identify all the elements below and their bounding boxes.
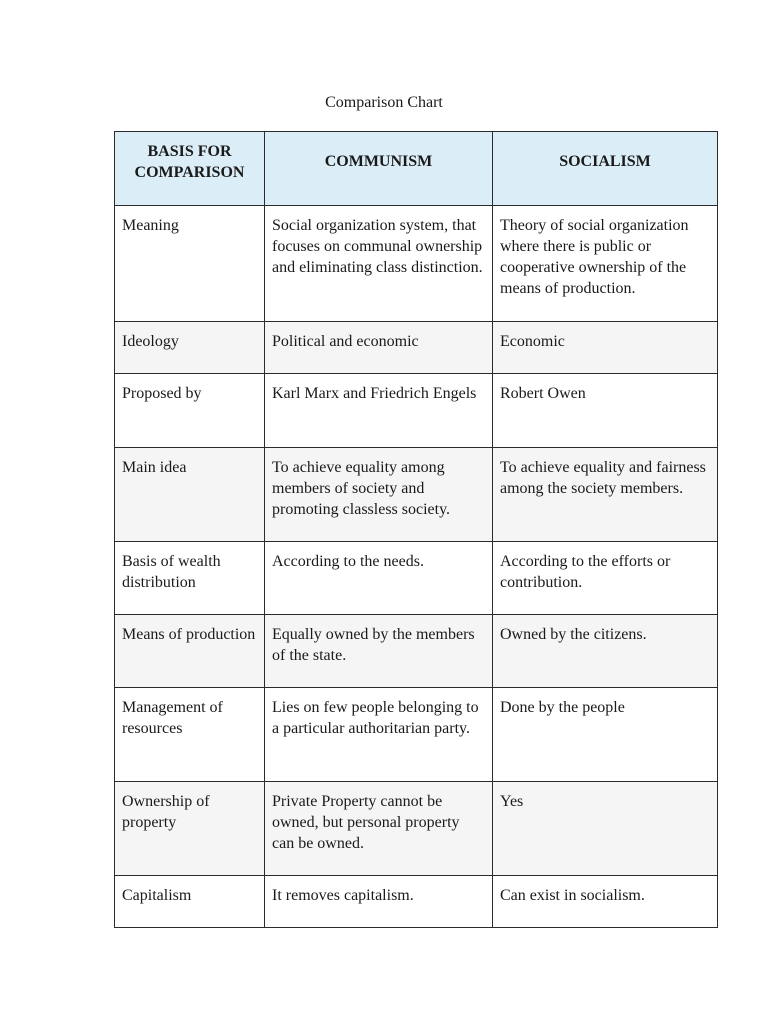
cell-communism: Social organization system, that focuses on communal ownership and eliminating class distinction.: [265, 206, 493, 322]
cell-basis: Main idea: [115, 448, 265, 542]
cell-basis: Meaning: [115, 206, 265, 322]
table-row: [115, 688, 718, 782]
header-socialism: SOCIALISM: [493, 132, 718, 206]
table-row: [115, 615, 718, 688]
cell-basis: Management of resources: [115, 688, 265, 782]
comparison-table: [114, 131, 718, 928]
cell-basis: Proposed by: [115, 374, 265, 448]
table-row: [115, 206, 718, 322]
cell-socialism: Can exist in socialism.: [493, 876, 718, 928]
table-row: [115, 542, 718, 615]
table-row: [115, 322, 718, 374]
cell-socialism: According to the efforts or contribution.: [493, 542, 718, 615]
cell-socialism: Theory of social organization where there is public or cooperative ownership of the means of production.: [493, 206, 718, 322]
cell-communism: Lies on few people belonging to a particular authoritarian party.: [265, 688, 493, 782]
cell-communism: Political and economic: [265, 322, 493, 374]
cell-communism: Private Property cannot be owned, but personal property can be owned.: [265, 782, 493, 876]
cell-communism: It removes capitalism.: [265, 876, 493, 928]
cell-basis: Ownership of property: [115, 782, 265, 876]
cell-socialism: Owned by the citizens.: [493, 615, 718, 688]
cell-communism: According to the needs.: [265, 542, 493, 615]
table-row: [115, 876, 718, 928]
cell-basis: Ideology: [115, 322, 265, 374]
cell-communism: Karl Marx and Friedrich Engels: [265, 374, 493, 448]
cell-socialism: Economic: [493, 322, 718, 374]
table-row: [115, 374, 718, 448]
table-header-row: [115, 132, 718, 206]
cell-socialism: Robert Owen: [493, 374, 718, 448]
table-row: [115, 448, 718, 542]
table-row: [115, 782, 718, 876]
cell-communism: Equally owned by the members of the state.: [265, 615, 493, 688]
cell-socialism: Yes: [493, 782, 718, 876]
cell-basis: Capitalism: [115, 876, 265, 928]
cell-basis: Means of production: [115, 615, 265, 688]
cell-socialism: Done by the people: [493, 688, 718, 782]
header-communism: COMMUNISM: [265, 132, 493, 206]
cell-basis: Basis of wealth distribution: [115, 542, 265, 615]
cell-communism: To achieve equality among members of society and promoting classless society.: [265, 448, 493, 542]
page-title: Comparison Chart: [325, 94, 443, 111]
cell-socialism: To achieve equality and fairness among the society members.: [493, 448, 718, 542]
header-basis-for-comparison: BASIS FOR COMPARISON: [115, 132, 265, 206]
